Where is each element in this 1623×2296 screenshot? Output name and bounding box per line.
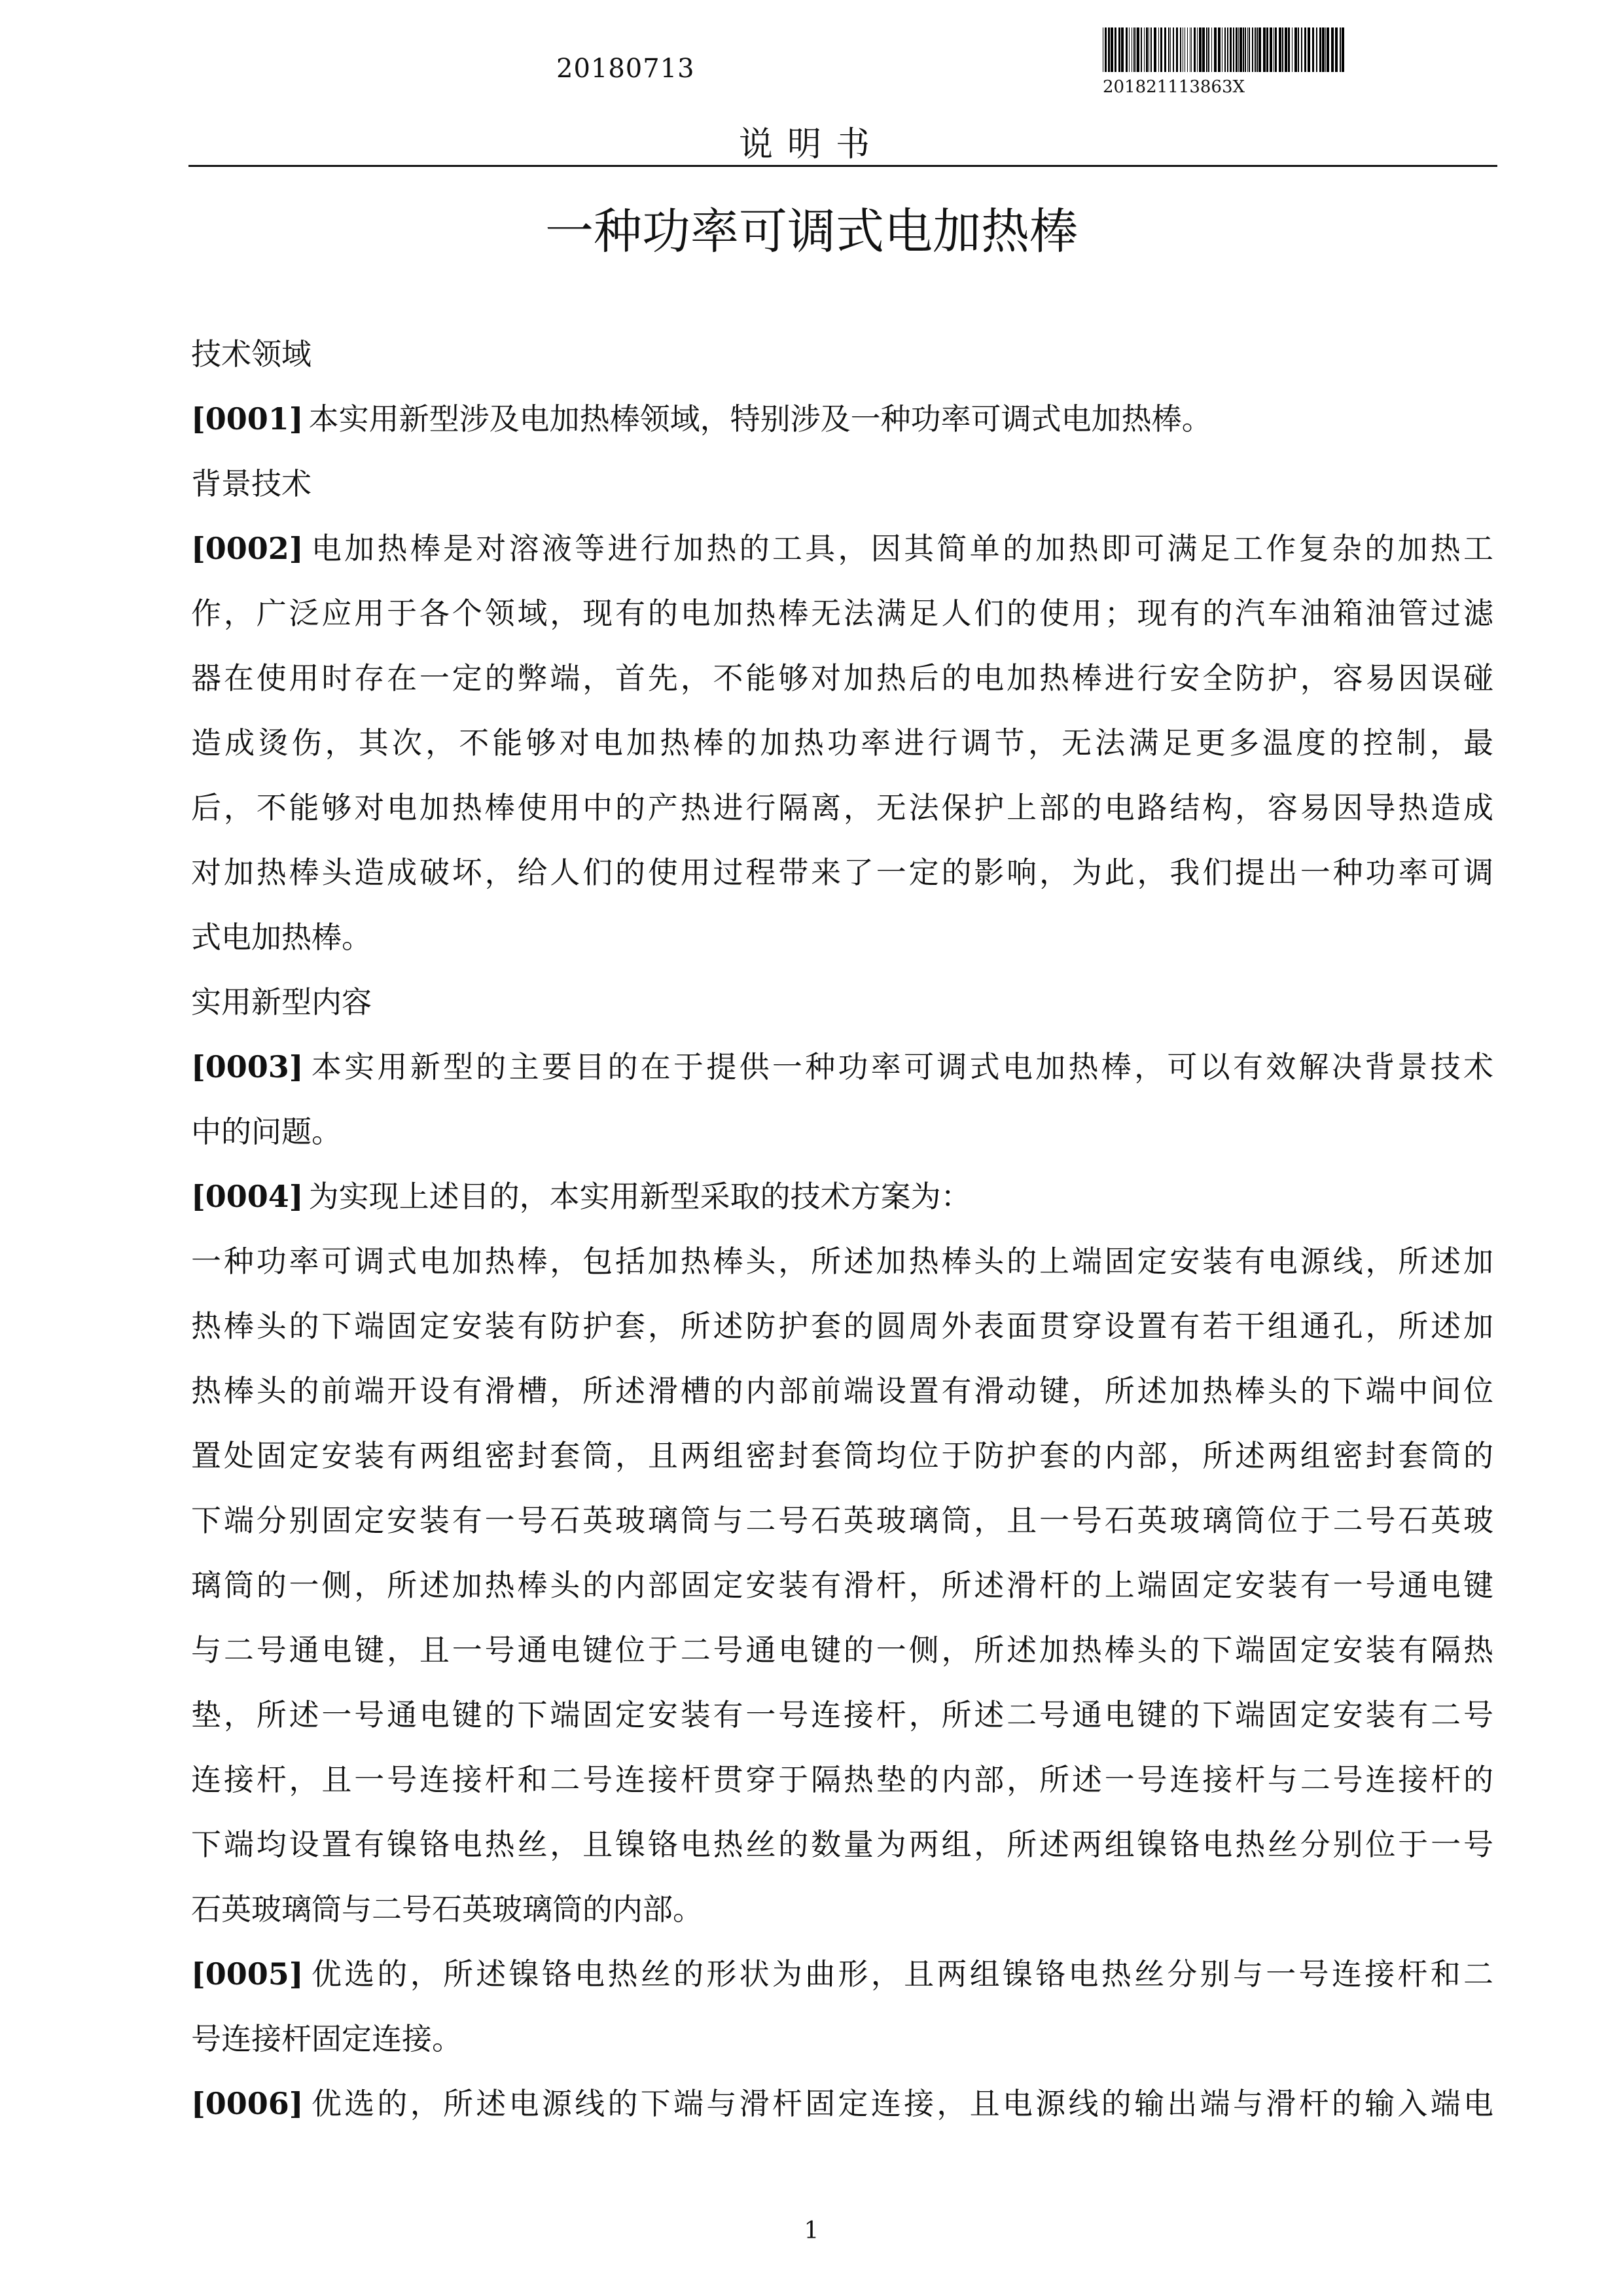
line-text: 造成烫伤，其次，不能够对电加热棒的加热功率进行调节，无法满足更多温度的控制，最: [191, 725, 1493, 761]
paragraph-line: [191, 711, 1493, 776]
paragraph-line-numbered: [191, 1035, 1493, 1100]
paragraph-line: [191, 1359, 1493, 1424]
line-text: 式电加热棒。: [191, 920, 372, 955]
paragraph-line: [191, 776, 1493, 840]
line-text: 号连接杆固定连接。: [191, 2021, 462, 2056]
paragraph-line-numbered: [191, 1942, 1493, 2007]
paragraph-line: [191, 2007, 1493, 2072]
line-text: 器在使用时存在一定的弊端，首先，不能够对加热后的电加热棒进行安全防护，容易因误碰: [191, 660, 1493, 696]
line-text: 下端分别固定安装有一号石英玻璃筒与二号石英玻璃筒，且一号石英玻璃筒位于二号石英玻: [191, 1503, 1493, 1538]
paragraph-line: [191, 970, 1493, 1035]
line-text: 下端均设置有镍铬电热丝，且镍铬电热丝的数量为两组，所述两组镍铬电热丝分别位于一号: [191, 1827, 1493, 1862]
paragraph-line: [191, 1748, 1493, 1812]
paragraph-number: [0002]: [191, 531, 304, 566]
paragraph-line-numbered: [191, 2072, 1493, 2136]
line-text: 垫，所述一号通电键的下端固定安装有一号连接杆，所述二号通电键的下端固定安装有二号: [191, 1697, 1493, 1732]
line-text: 本实用新型涉及电加热棒领域，特别涉及一种功率可调式电加热棒。: [308, 401, 1212, 437]
line-text: 作，广泛应用于各个领域，现有的电加热棒无法满足人们的使用；现有的汽车油箱油管过滤: [191, 596, 1493, 631]
line-text: 本实用新型的主要目的在于提供一种功率可调式电加热棒，可以有效解决背景技术: [308, 1049, 1493, 1085]
document-body: [191, 322, 1493, 2136]
line-text: 实用新型内容: [191, 984, 372, 1020]
paragraph-number: [0003]: [191, 1049, 304, 1085]
filing-date: 20180713: [556, 54, 695, 84]
paragraph-line: [191, 1229, 1493, 1294]
barcode: [1103, 27, 1345, 72]
line-text: 一种功率可调式电加热棒，包括加热棒头，所述加热棒头的上端固定安装有电源线，所述加: [191, 1244, 1493, 1279]
paragraph-line-numbered: [191, 516, 1493, 581]
line-text: 璃筒的一侧，所述加热棒头的内部固定安装有滑杆，所述滑杆的上端固定安装有一号通电键: [191, 1568, 1493, 1603]
line-text: 置处固定安装有两组密封套筒，且两组密封套筒均位于防护套的内部，所述两组密封套筒的: [191, 1438, 1493, 1473]
paragraph-line: [191, 1294, 1493, 1359]
paragraph-line: [191, 1424, 1493, 1488]
line-text: 技术领域: [191, 336, 312, 372]
paragraph-line: [191, 1683, 1493, 1748]
page-number: 1: [804, 2217, 819, 2244]
line-text: 石英玻璃筒与二号石英玻璃筒的内部。: [191, 1892, 703, 1927]
paragraph-line: [191, 1100, 1493, 1164]
paragraph-line: [191, 322, 1493, 387]
line-text: 为实现上述目的，本实用新型采取的技术方案为：: [308, 1179, 971, 1214]
paragraph-number: [0005]: [191, 1956, 304, 1992]
paragraph-line: [191, 1812, 1493, 1877]
line-text: 热棒头的前端开设有滑槽，所述滑槽的内部前端设置有滑动键，所述加热棒头的下端中间位: [191, 1373, 1493, 1408]
line-text: 背景技术: [191, 466, 312, 501]
paragraph-line: [191, 646, 1493, 711]
paragraph-number: [0006]: [191, 2086, 304, 2121]
paragraph-line: [191, 1618, 1493, 1683]
line-text: 优选的，所述电源线的下端与滑杆固定连接，且电源线的输出端与滑杆的输入端电: [308, 2086, 1493, 2121]
paragraph-line-numbered: [191, 387, 1493, 452]
line-text: 连接杆，且一号连接杆和二号连接杆贯穿于隔热垫的内部，所述一号连接杆与二号连接杆的: [191, 1762, 1493, 1797]
header-rule: [188, 165, 1497, 167]
paragraph-line: [191, 1877, 1493, 1942]
line-text: 电加热棒是对溶液等进行加热的工具，因其简单的加热即可满足工作复杂的加热工: [308, 531, 1493, 566]
application-number: 201821113863X: [1103, 77, 1245, 97]
line-text: 后，不能够对电加热棒使用中的产热进行隔离，无法保护上部的电路结构，容易因导热造成: [191, 790, 1493, 825]
line-text: 中的问题。: [191, 1114, 342, 1149]
document-type-heading: 说明书: [738, 125, 884, 164]
paragraph-line: [191, 452, 1493, 516]
line-text: 对加热棒头造成破坏，给人们的使用过程带来了一定的影响，为此，我们提出一种功率可调: [191, 855, 1493, 890]
paragraph-line: [191, 581, 1493, 646]
line-text: 热棒头的下端固定安装有防护套，所述防护套的圆周外表面贯穿设置有若干组通孔，所述加: [191, 1308, 1493, 1344]
paragraph-line-numbered: [191, 1164, 1493, 1229]
paragraph-line: [191, 840, 1493, 905]
paragraph-number: [0004]: [191, 1179, 304, 1214]
paragraph-number: [0001]: [191, 401, 304, 437]
paragraph-line: [191, 1553, 1493, 1618]
paragraph-line: [191, 905, 1493, 970]
line-text: 与二号通电键，且一号通电键位于二号通电键的一侧，所述加热棒头的下端固定安装有隔热: [191, 1632, 1493, 1668]
paragraph-line: [191, 1488, 1493, 1553]
line-text: 优选的，所述镍铬电热丝的形状为曲形，且两组镍铬电热丝分别与一号连接杆和二: [308, 1956, 1493, 1992]
document-title: 一种功率可调式电加热棒: [545, 204, 1078, 260]
